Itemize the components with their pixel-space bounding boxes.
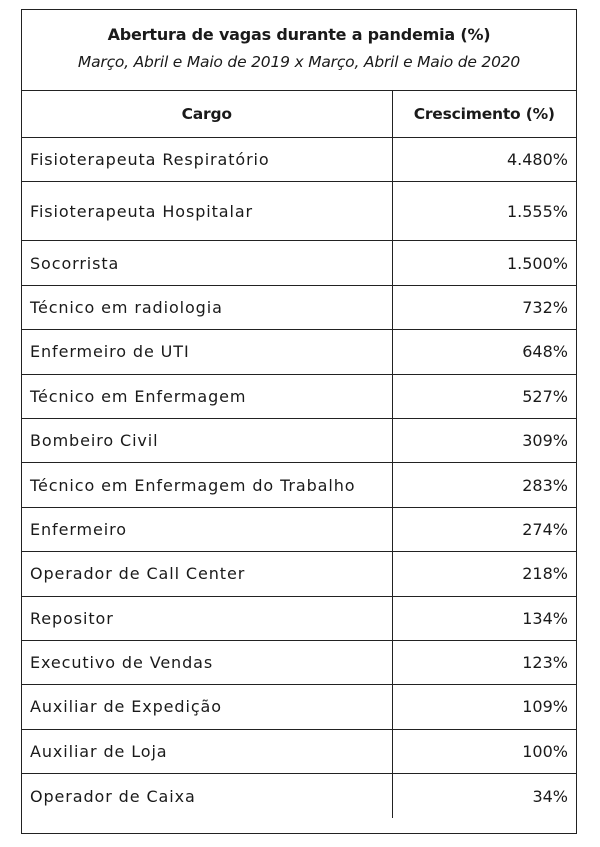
crescimento-cell: 283% bbox=[392, 463, 576, 507]
crescimento-cell: 109% bbox=[392, 685, 576, 729]
table-row bbox=[22, 552, 576, 596]
table-title: Abertura de vagas durante a pandemia (%) bbox=[107, 25, 491, 44]
table-row bbox=[22, 374, 576, 418]
job-growth-table bbox=[22, 91, 576, 818]
cargo-cell: Enfermeiro bbox=[22, 507, 392, 551]
table-row bbox=[22, 138, 576, 182]
crescimento-cell: 309% bbox=[392, 418, 576, 462]
cargo-cell: Técnico em radiologia bbox=[22, 285, 392, 329]
job-openings-table-sheet bbox=[21, 9, 577, 834]
cargo-cell: Bombeiro Civil bbox=[22, 418, 392, 462]
column-header-cargo: Cargo bbox=[22, 91, 392, 138]
table-row bbox=[22, 596, 576, 640]
cargo-cell: Técnico em Enfermagem do Trabalho bbox=[22, 463, 392, 507]
crescimento-cell: 4.480% bbox=[392, 138, 576, 182]
table-title-block bbox=[22, 10, 576, 91]
cargo-cell: Operador de Caixa bbox=[22, 774, 392, 818]
crescimento-cell: 123% bbox=[392, 640, 576, 684]
cargo-cell: Fisioterapeuta Hospitalar bbox=[22, 182, 392, 241]
table-row bbox=[22, 285, 576, 329]
crescimento-cell: 527% bbox=[392, 374, 576, 418]
table-row bbox=[22, 774, 576, 818]
table-row bbox=[22, 463, 576, 507]
crescimento-cell: 1.555% bbox=[392, 182, 576, 241]
cargo-cell: Auxiliar de Loja bbox=[22, 729, 392, 773]
table-row bbox=[22, 241, 576, 285]
cargo-cell: Socorrista bbox=[22, 241, 392, 285]
crescimento-cell: 1.500% bbox=[392, 241, 576, 285]
cargo-cell: Enfermeiro de UTI bbox=[22, 330, 392, 374]
table-subtitle: Março, Abril e Maio de 2019 x Março, Abril e Maio de 2020 bbox=[77, 53, 521, 71]
crescimento-cell: 100% bbox=[392, 729, 576, 773]
cargo-cell: Executivo de Vendas bbox=[22, 640, 392, 684]
cargo-cell: Repositor bbox=[22, 596, 392, 640]
crescimento-cell: 274% bbox=[392, 507, 576, 551]
column-header-crescimento: Crescimento (%) bbox=[392, 91, 576, 138]
table-row bbox=[22, 182, 576, 241]
table-row bbox=[22, 729, 576, 773]
crescimento-cell: 134% bbox=[392, 596, 576, 640]
table-row bbox=[22, 507, 576, 551]
cargo-cell: Operador de Call Center bbox=[22, 552, 392, 596]
table-row bbox=[22, 640, 576, 684]
crescimento-cell: 648% bbox=[392, 330, 576, 374]
crescimento-cell: 34% bbox=[532, 786, 568, 806]
crescimento-cell: 732% bbox=[392, 285, 576, 329]
crescimento-cell: 218% bbox=[392, 552, 576, 596]
cargo-cell: Fisioterapeuta Respiratório bbox=[22, 138, 392, 182]
table-row bbox=[22, 330, 576, 374]
cargo-cell: Auxiliar de Expedição bbox=[22, 685, 392, 729]
table-row bbox=[22, 418, 576, 462]
table-header-row bbox=[22, 91, 576, 138]
table-row bbox=[22, 685, 576, 729]
cargo-cell: Técnico em Enfermagem bbox=[22, 374, 392, 418]
